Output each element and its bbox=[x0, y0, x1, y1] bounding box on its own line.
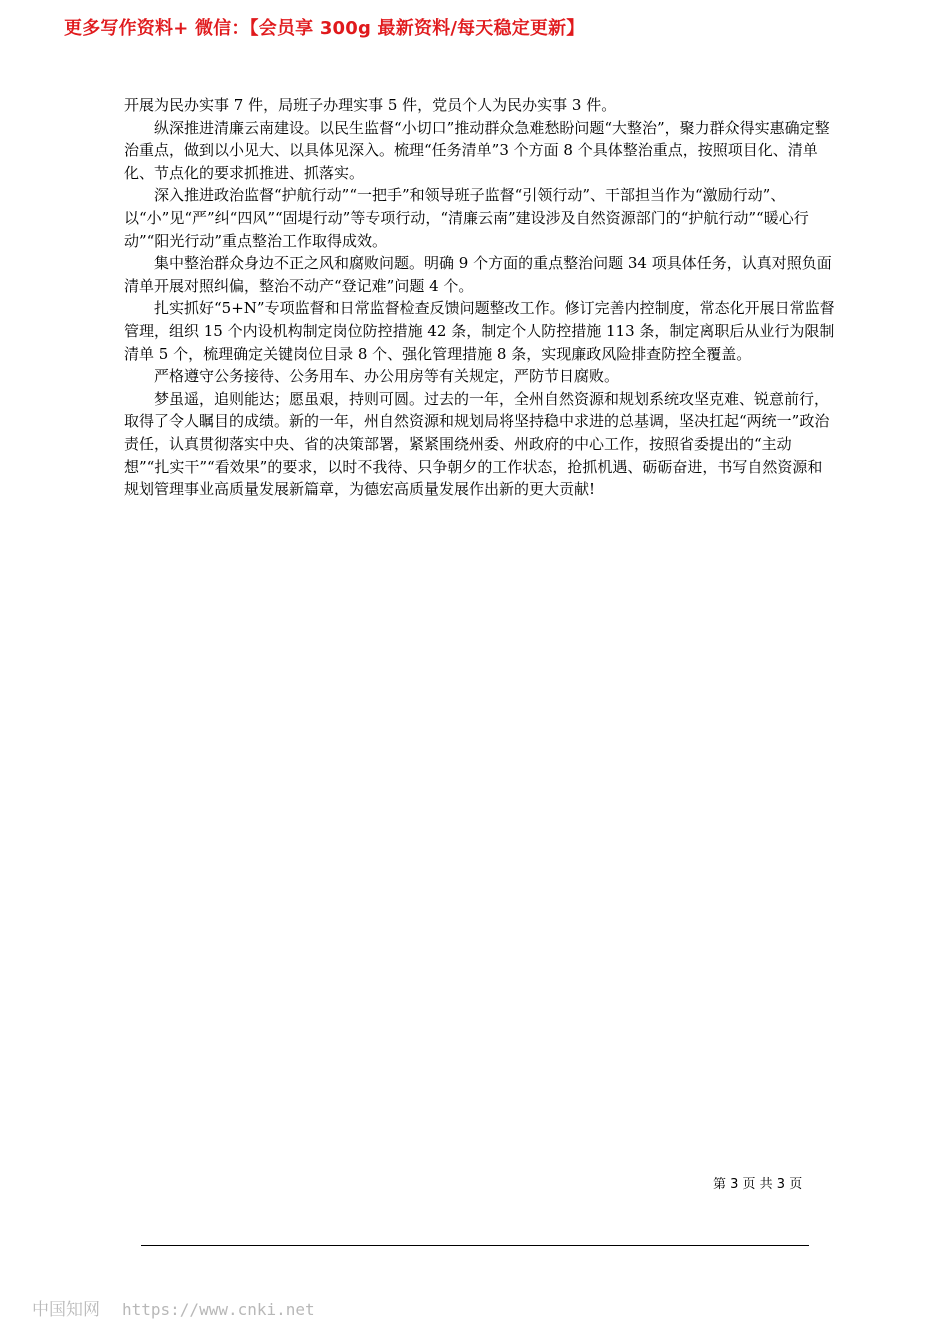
paragraph-regulations: 严格遵守公务接待、公务用车、办公用房等有关规定，严防节日腐败。 bbox=[154, 367, 620, 386]
cnki-watermark bbox=[32, 1295, 315, 1320]
paragraph-rectification: 集中整治群众身边不正之风和腐败问题。明确 9 个方面的重点整治问题 34 项具体任务，认真对照负面清单开展对照纠偏，整治不动产“登记难”问题 4 个。 bbox=[124, 254, 832, 295]
watermark-site-name: 中国知网 bbox=[32, 1300, 100, 1320]
promo-banner: 更多写作资料+ 微信：【会员享 300g 最新资料/每天稳定更新】 bbox=[64, 18, 585, 39]
document-body bbox=[124, 94, 836, 501]
watermark-url: https://www.cnki.net bbox=[122, 1300, 315, 1319]
paragraph-clean-yunnan: 纵深推进清廉云南建设。以民生监督“小切口”推动群众急难愁盼问题“大整治”，聚力群众得实惠确定整治重点，做到以小见大、以具体见深入。梳理“任务清单”3 个方面 8 个具体整治重点，按照项目化、清单化、节点化的要求抓推进、抓落实。 bbox=[124, 118, 830, 182]
footer-divider bbox=[141, 1245, 809, 1246]
page-number: 第 3 页 共 3 页 bbox=[713, 1177, 803, 1192]
paragraph-political-supervision: 深入推进政治监督“护航行动”“一把手”和领导班子监督“引领行动”、干部担当作为“激励行动”、以“小”见“严”纠“四风”“固堤行动”等专项行动，“清廉云南”建设涉及自然资源部门的“护航行动”“暖心行动”“阳光行动”重点整治工作取得成效。 bbox=[124, 186, 809, 250]
paragraph-special-supervision: 扎实抓好“5+N”专项监督和日常监督检查反馈问题整改工作。修订完善内控制度，常态化开展日常监督管理，组织 15 个内设机构制定岗位防控措施 42 条，制定个人防控措施 113 条，制定离职后从业行为限制清单 5 个，梳理确定关键岗位目录 8 个、强化管理措施 8 条，实现廉政风险排查防控全覆盖。 bbox=[124, 299, 835, 363]
paragraph-conclusion: 梦虽遥，追则能达；愿虽艰，持则可圆。过去的一年，全州自然资源和规划系统攻坚克难、锐意前行，取得了令人瞩目的成绩。新的一年，州自然资源和规划局将坚持稳中求进的总基调，坚决扛起“两统一”政治责任，认真贯彻落实中央、省的决策部署，紧紧围绕州委、州政府的中心工作，按照省委提出的“主动想”“扎实干”“看效果”的要求，以时不我待、只争朝夕的工作状态，抢抓机遇、砺砺奋进，书写自然资源和规划管理事业高质量发展新篇章，为德宏高质量发展作出新的更大贡献! bbox=[124, 389, 830, 499]
paragraph-continuation: 开展为民办实事 7 件，局班子办理实事 5 件，党员个人为民办实事 3 件。 bbox=[124, 96, 617, 114]
